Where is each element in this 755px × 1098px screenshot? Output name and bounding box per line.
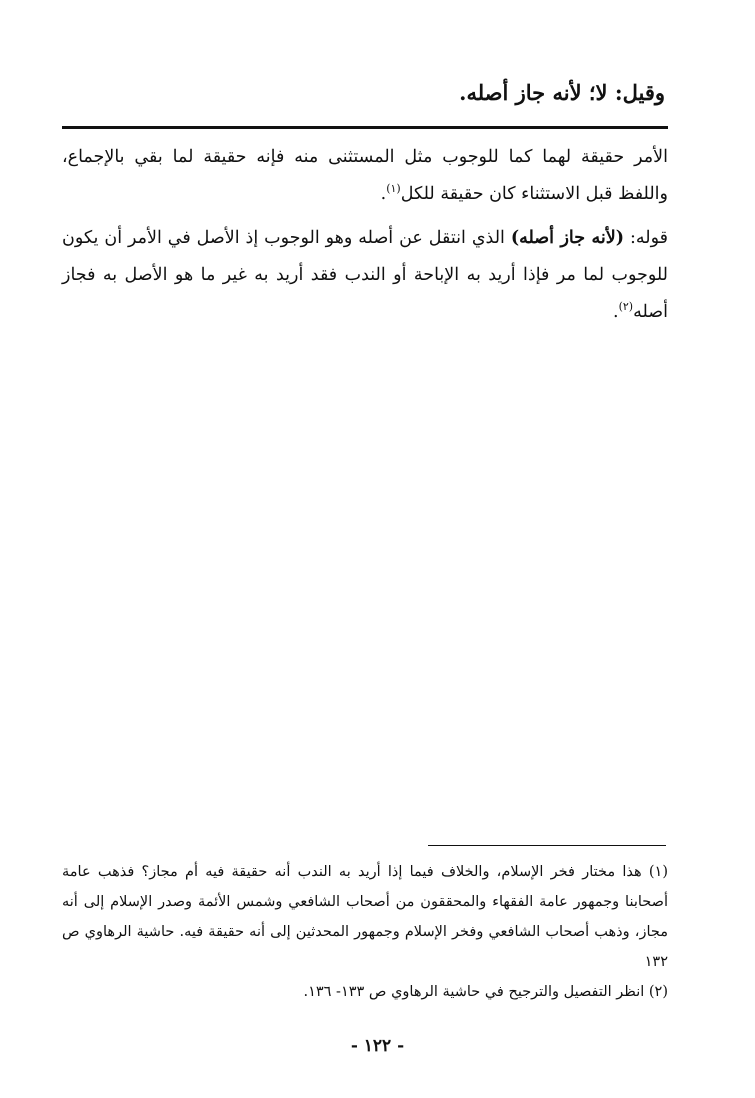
paragraph-1: [62, 139, 668, 213]
main-text: [62, 139, 668, 338]
paragraph-2-text: الذي انتقل عن أصله وهو الوجوب إذ الأصل في الأمر أن يكون للوجوب لما مر فإذا أريد به الإباحة أو الندب فقد أريد به غير ما هو الأصل به فجاز أصله: [62, 228, 668, 322]
footnote-ref-2[interactable]: (٢): [618, 300, 634, 314]
paragraph-2-end: .: [613, 302, 619, 322]
section-heading: وقيل: لا؛ لأنه جاز أصله.: [459, 80, 665, 105]
paragraph-1-text: الأمر حقيقة لهما كما للوجوب مثل المستثنى منه فإنه حقيقة لما بقي بالإجماع، واللفظ قبل الاستثناء كان حقيقة للكل: [62, 147, 668, 204]
footnote-divider: [428, 845, 666, 846]
quoted-phrase: (لأنه جاز أصله): [510, 228, 625, 248]
footnotes: [62, 857, 668, 1007]
footnote-ref-1[interactable]: (١): [386, 182, 401, 196]
footnote-2: (٢) انظر التفصيل والترجيح في حاشية الرهاوي ص ١٣٣- ١٣٦.: [303, 984, 668, 1000]
footnote-1: (١) هذا مختار فخر الإسلام، والخلاف فيما إذا أريد به الندب أنه حقيقة فيه أم مجاز؟ فذهب عامة أصحابنا وجمهور عامة الفقهاء والمحققون من أصحاب الشافعي وشمس الأئمة وصدر الإسلام إلى أنه مجاز، وذهب أصحاب الشافعي وفخر الإسلام وجمهور المحدثين إلى أنه حقيقة فيه. حاشية الرهاوي ص ١٣٢: [62, 864, 668, 970]
page-number: - ١٢٢ -: [350, 1036, 405, 1056]
paragraph-2-lead: قوله:: [624, 228, 668, 248]
header-divider: [62, 126, 668, 129]
paragraph-1-end: .: [380, 184, 387, 204]
paragraph-2: [62, 220, 668, 331]
